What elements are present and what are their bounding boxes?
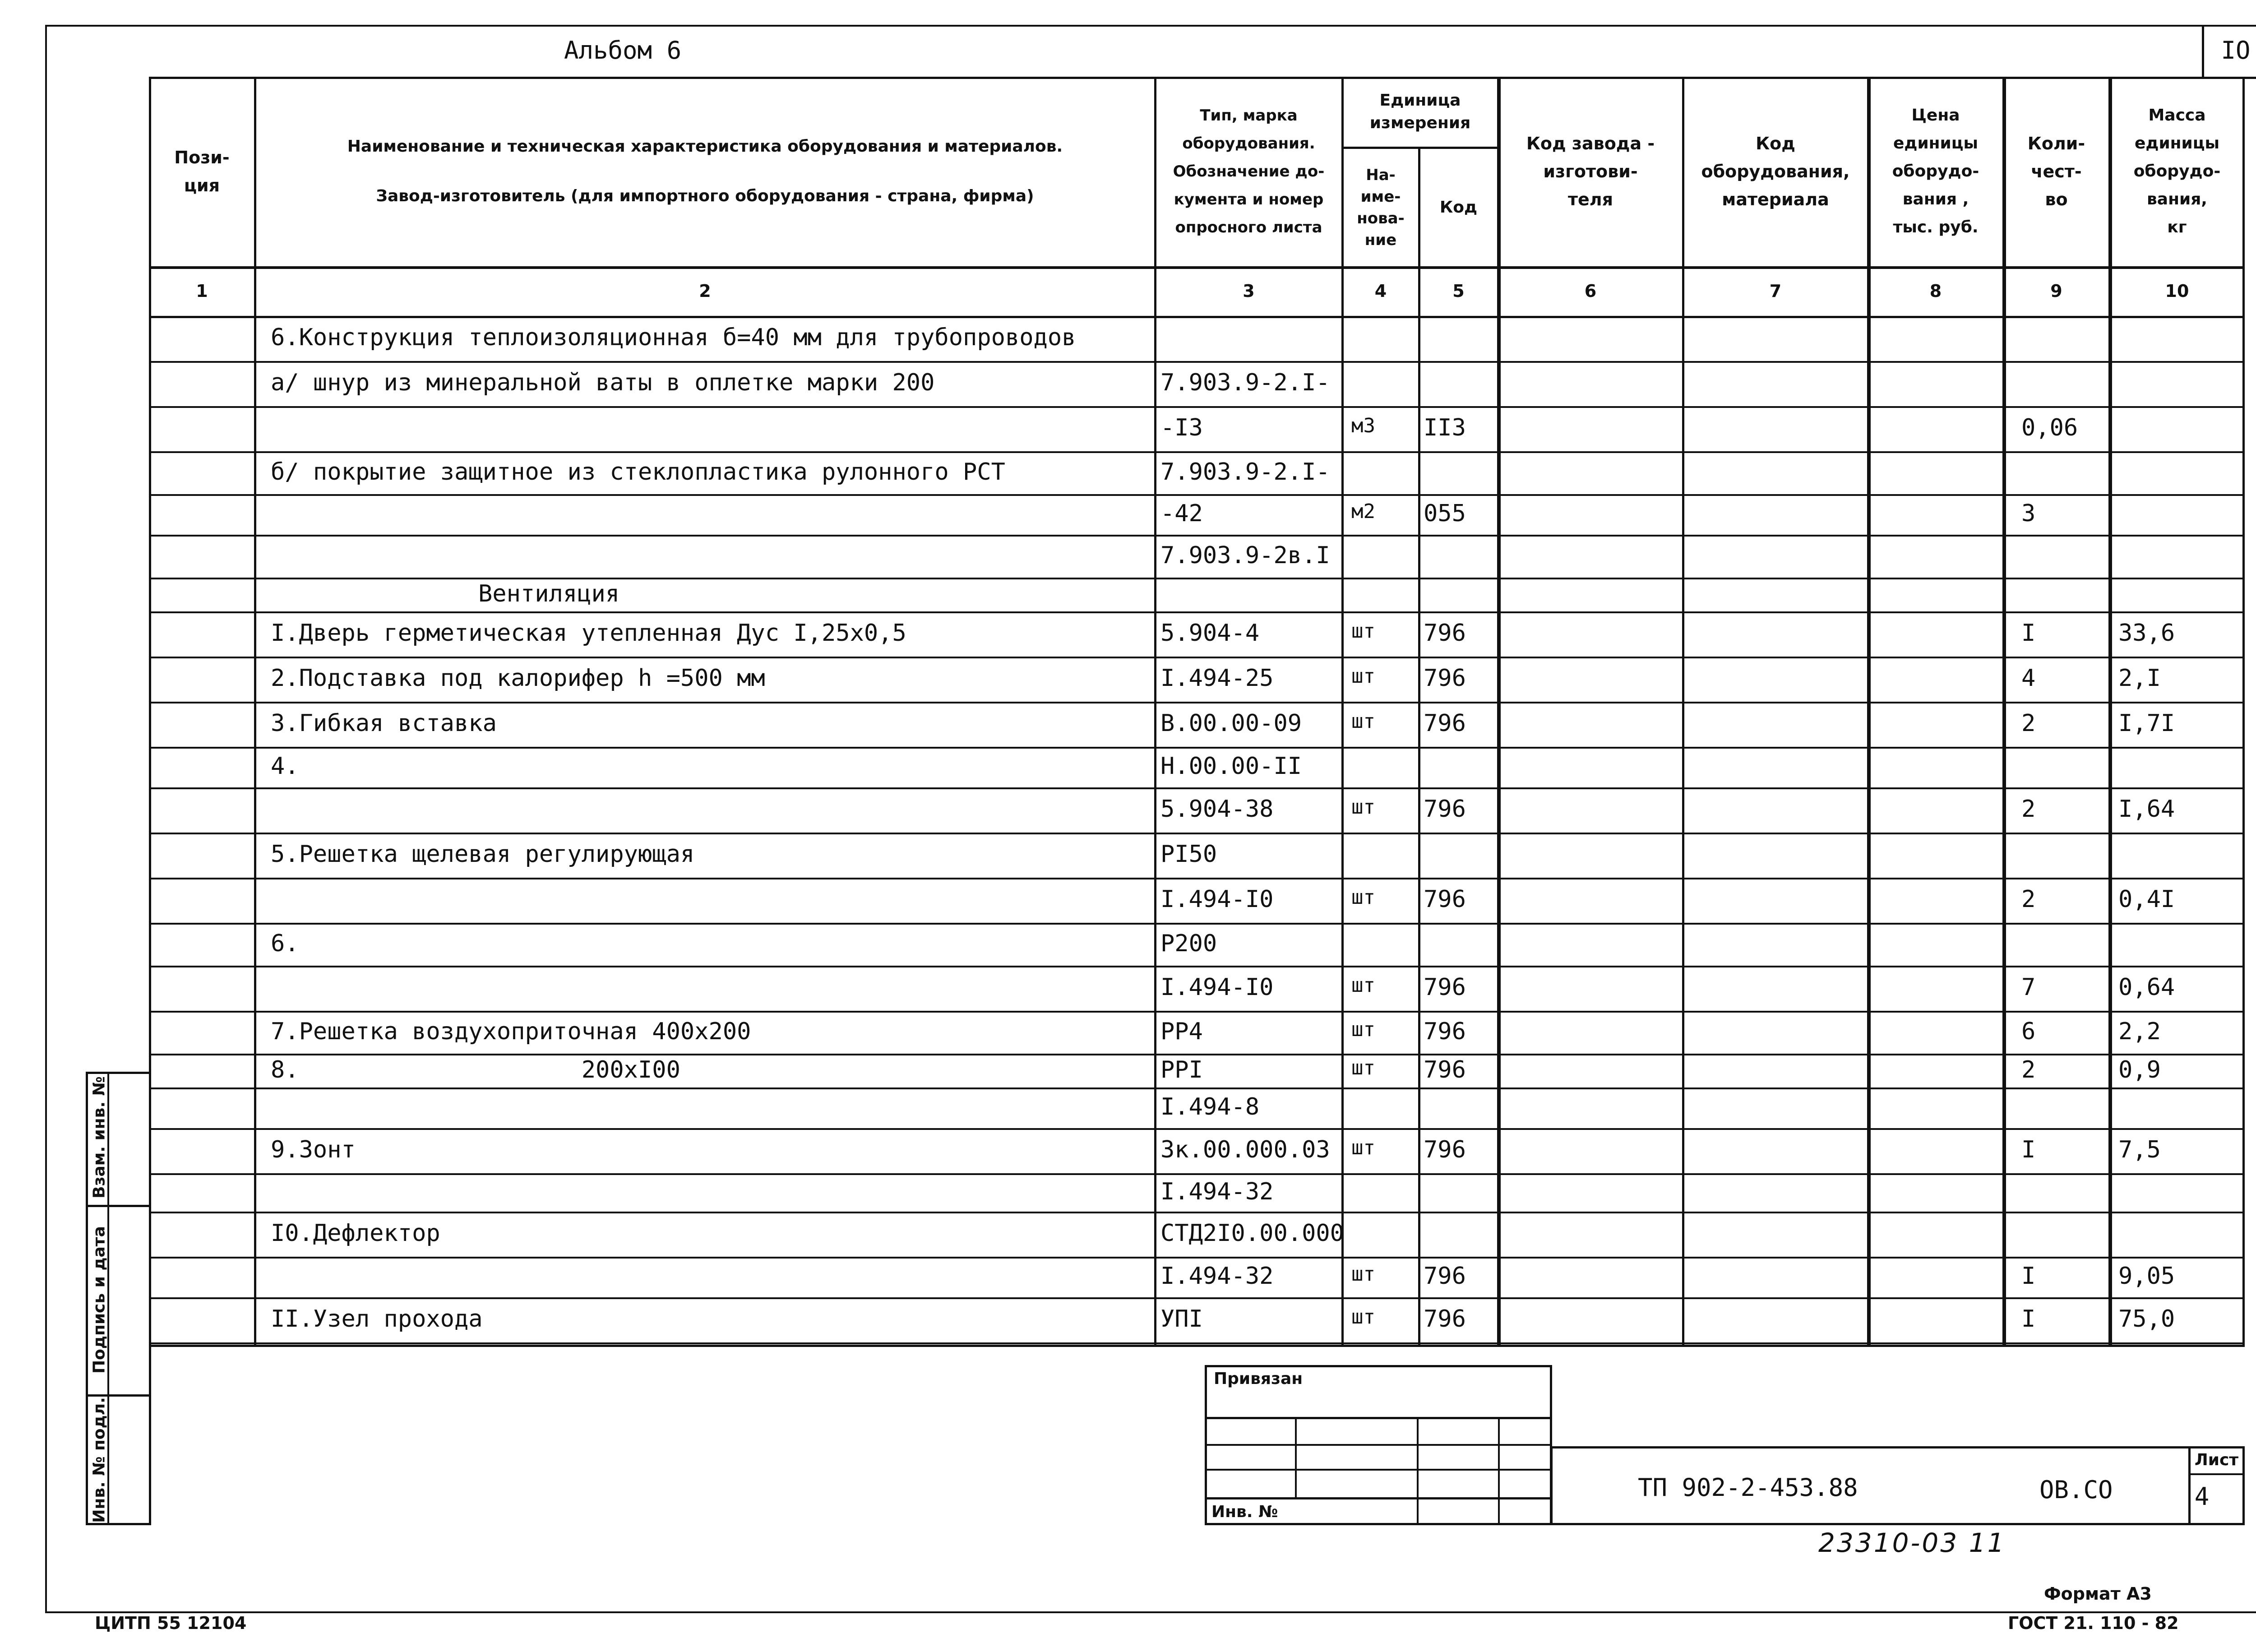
row-divider	[149, 578, 2245, 579]
row-name: 7.Решетка воздухоприточная 400х200	[271, 1018, 751, 1045]
row-name: 9.Зонт	[271, 1136, 356, 1163]
row-unit: шт	[1351, 1263, 1375, 1286]
row-divider	[149, 1087, 2245, 1089]
row-divider	[149, 406, 2245, 408]
row-mass: 0,64	[2118, 974, 2175, 1001]
row-mass: 9,05	[2118, 1263, 2175, 1290]
row-type: 7.903.9-2.I-	[1160, 369, 1330, 396]
row-type: I.494-I0	[1160, 886, 1274, 913]
row-type: I.494-25	[1160, 665, 1274, 692]
side-label-vzam-inv: Взам. инв. №	[90, 1076, 109, 1199]
row-type: -I3	[1160, 414, 1203, 441]
row-unit: шт	[1351, 1056, 1375, 1079]
unit-group-header: Единица измерения	[1369, 91, 1471, 132]
row-unit-code: 796	[1424, 796, 1466, 823]
row-divider	[149, 966, 2245, 967]
row-divider	[149, 1011, 2245, 1013]
row-unit: шт	[1351, 974, 1375, 997]
row-mass: 33,6	[2118, 620, 2175, 647]
row-unit: шт	[1351, 796, 1375, 819]
column-number-9: 9	[2050, 281, 2062, 301]
row-name: I.Дверь герметическая утепленная Дус I,25х0,5	[271, 620, 906, 647]
column-header-2: Наименование и техническая характеристика оборудования и материалов. Завод-изготовитель (для импортного оборудования - страна, фирма)	[347, 137, 1063, 205]
row-type: УПI	[1160, 1305, 1203, 1333]
column-number-6: 6	[1584, 281, 1597, 301]
row-type: РР4	[1160, 1018, 1203, 1045]
row-quantity: I	[2021, 620, 2036, 647]
row-divider	[149, 1342, 2245, 1344]
row-quantity: I	[2021, 1136, 2036, 1163]
row-divider	[149, 451, 2245, 453]
row-type: 7.903.9-2.I-	[1160, 458, 1330, 486]
row-quantity: 7	[2021, 974, 2036, 1001]
column-header-8: Цена единицы оборудо- вания , тыс. руб.	[1892, 106, 1979, 236]
row-type: 5.904-38	[1160, 796, 1274, 823]
row-unit-code: 796	[1424, 665, 1466, 692]
row-unit-code: II3	[1424, 414, 1466, 441]
row-name: 6.	[271, 930, 299, 957]
row-divider	[149, 747, 2245, 749]
row-divider	[149, 1257, 2245, 1259]
row-divider	[149, 878, 2245, 879]
row-quantity: 2	[2021, 1056, 2036, 1083]
row-name: 3.Гибкая вставка	[271, 710, 497, 737]
row-mass: 2,I	[2118, 665, 2161, 692]
stamp-sheet-hline	[2188, 1473, 2245, 1475]
column-number-10: 10	[2165, 281, 2189, 301]
row-type: 7.903.9-2в.I	[1160, 541, 1330, 569]
column-header-9: Коли- чест- во	[2027, 134, 2085, 209]
side-label-inv-podl: Инв. № подл.	[90, 1397, 109, 1523]
footer-left-code: ЦИТП 55 12104	[95, 1613, 247, 1633]
stamp-sheet-no: 4	[2194, 1482, 2210, 1511]
row-divider	[149, 1054, 2245, 1055]
row-type: Р200	[1160, 930, 1217, 957]
row-divider	[149, 535, 2245, 537]
row-quantity: 0,06	[2021, 414, 2078, 441]
stamp-line	[1205, 1469, 1552, 1471]
row-quantity: 2	[2021, 710, 2036, 737]
page-number-top: IO	[2221, 36, 2251, 65]
column-header-1: Пози- ция	[174, 148, 230, 195]
colnum-divider	[149, 316, 2245, 318]
stamp-section: ОВ.СО	[2039, 1476, 2113, 1504]
row-name: а/ шнур из минеральной ваты в оплетке марки 200	[271, 369, 935, 396]
row-type: СТД2I0.00.000	[1160, 1220, 1344, 1247]
row-unit-code: 796	[1424, 1305, 1466, 1333]
row-name: 6.Конструкция теплоизоляционная б=40 мм для трубопроводов	[271, 324, 1076, 351]
row-quantity: 2	[2021, 886, 2036, 913]
row-type: Н.00.00-II	[1160, 753, 1302, 780]
row-unit: шт	[1351, 886, 1375, 909]
row-quantity: I	[2021, 1263, 2036, 1290]
side-label-signature-date: Подпись и дата	[90, 1226, 109, 1374]
row-mass: 2,2	[2118, 1018, 2161, 1045]
column-number-8: 8	[1929, 281, 1942, 301]
row-type: 5.904-4	[1160, 620, 1260, 647]
column-header-3: Тип, марка оборудования. Обозначение до- кумента и номер опросного листа	[1173, 106, 1325, 236]
stamp-doc-code: ТП 902-2-453.88	[1638, 1473, 1858, 1502]
row-unit-code: 796	[1424, 710, 1466, 737]
row-unit-code: 796	[1424, 1056, 1466, 1083]
row-mass: 0,9	[2118, 1056, 2161, 1083]
row-unit: м3	[1351, 414, 1375, 437]
stamp-vline	[1417, 1417, 1419, 1525]
row-quantity: 3	[2021, 500, 2036, 527]
row-type: I.494-I0	[1160, 974, 1274, 1001]
album-title: Альбом 6	[564, 36, 682, 65]
row-name: 2.Подставка под калорифер h =500 мм	[271, 665, 765, 692]
row-unit-code: 796	[1424, 1136, 1466, 1163]
column-number-3: 3	[1243, 281, 1255, 301]
row-type: I.494-32	[1160, 1178, 1274, 1205]
row-unit: шт	[1351, 665, 1375, 688]
stamp-sheet-label: Лист	[2194, 1451, 2239, 1469]
column-number-7: 7	[1769, 281, 1782, 301]
row-type: В.00.00-09	[1160, 710, 1302, 737]
row-name: 4.	[271, 753, 299, 780]
row-divider	[149, 494, 2245, 496]
row-mass: 0,4I	[2118, 886, 2175, 913]
row-mass: I,64	[2118, 796, 2175, 823]
row-quantity: I	[2021, 1305, 2036, 1333]
row-name: I0.Дефлектор	[271, 1220, 440, 1247]
row-type: РРI	[1160, 1056, 1203, 1083]
row-type: -42	[1160, 500, 1203, 527]
column-header-4: На- име- нова- ние	[1357, 166, 1405, 249]
column-number-2: 2	[699, 281, 711, 301]
row-unit-code: 796	[1424, 1018, 1466, 1045]
column-header-5: Код	[1439, 198, 1478, 217]
row-unit: шт	[1351, 710, 1375, 733]
column-header-7: Код оборудования, материала	[1701, 134, 1850, 209]
row-quantity: 2	[2021, 796, 2036, 823]
row-divider	[149, 1128, 2245, 1130]
row-unit-code: 796	[1424, 886, 1466, 913]
row-unit: шт	[1351, 620, 1375, 643]
row-unit-code: 796	[1424, 620, 1466, 647]
row-type: I.494-8	[1160, 1093, 1260, 1120]
row-quantity: 4	[2021, 665, 2036, 692]
row-mass: 7,5	[2118, 1136, 2161, 1163]
stamp-vline	[1498, 1417, 1500, 1525]
row-divider	[149, 923, 2245, 925]
row-name: II.Узел прохода	[271, 1305, 483, 1333]
row-name: б/ покрытие защитное из стеклопластика рулонного РСТ	[271, 458, 1005, 486]
column-header-6: Код завода - изготови- теля	[1526, 134, 1655, 209]
row-unit-code: 796	[1424, 1263, 1466, 1290]
row-mass: 75,0	[2118, 1305, 2175, 1333]
handwritten-number: 23310-03 11	[1818, 1527, 2006, 1558]
row-unit: шт	[1351, 1305, 1375, 1328]
row-divider	[149, 657, 2245, 658]
row-unit-code: 796	[1424, 974, 1466, 1001]
column-header-10: Масса единицы оборудо- вания, кг	[2133, 106, 2221, 236]
row-name: 5.Решетка щелевая регулирующая	[271, 841, 695, 868]
column-number-1: 1	[196, 281, 208, 301]
row-unit: шт	[1351, 1018, 1375, 1041]
row-unit-code: 055	[1424, 500, 1466, 527]
stamp-vline	[1295, 1417, 1297, 1498]
row-type: I.494-32	[1160, 1263, 1274, 1290]
stamp-line	[1205, 1497, 1552, 1499]
row-quantity: 6	[2021, 1018, 2036, 1045]
row-unit: м2	[1351, 500, 1375, 523]
row-type: 3к.00.000.03	[1160, 1136, 1330, 1163]
stamp-inv-no-label: Инв. №	[1211, 1503, 1278, 1521]
row-divider	[149, 833, 2245, 834]
row-name: 8. 200хI00	[271, 1056, 680, 1083]
row-name: Вентиляция	[478, 580, 620, 607]
footer-format: Формат А3	[2044, 1584, 2152, 1604]
row-divider	[149, 1212, 2245, 1213]
column-number-5: 5	[1452, 281, 1465, 301]
row-divider	[149, 1297, 2245, 1299]
row-divider	[149, 611, 2245, 613]
row-divider	[149, 702, 2245, 703]
stamp-privyazan-label: Привязан	[1214, 1370, 1303, 1388]
row-mass: I,7I	[2118, 710, 2175, 737]
row-divider	[149, 1173, 2245, 1175]
row-type: РI50	[1160, 841, 1217, 868]
row-divider	[149, 361, 2245, 363]
row-divider	[149, 787, 2245, 789]
column-number-4: 4	[1374, 281, 1387, 301]
stamp-line	[1205, 1444, 1552, 1446]
row-unit: шт	[1351, 1136, 1375, 1159]
footer-gost: ГОСТ 21. 110 - 82	[2008, 1613, 2179, 1633]
stamp-line	[1205, 1417, 1552, 1419]
